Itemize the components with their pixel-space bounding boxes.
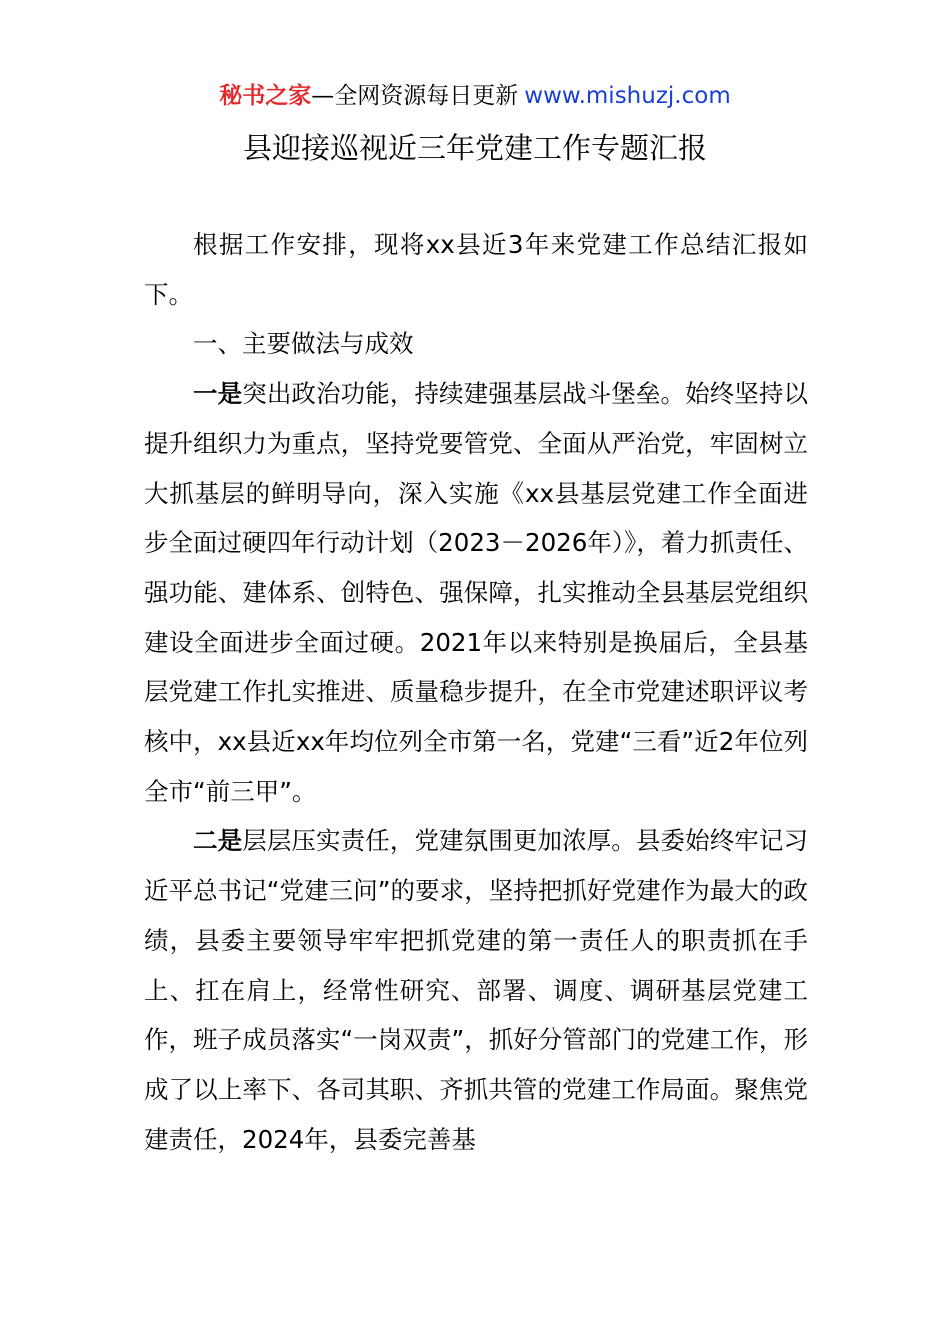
paragraph-one-text: 突出政治功能，持续建强基层战斗堡垒。始终坚持以提升组织力为重点，坚持党要管党、全面从严治党，牢固树立大抓基层的鲜明导向，深入实施《xx县基层党建工作全面进步全面过硬四年行动计划（2023－2026年）》，着力抓责任、强功能、建体系、创特色、强保障，扎实推动全县基层党组织建设全面进步全面过硬。2021年以来特别是换届后，全县基层党建工作扎实推进、质量稳步提升，在全市党建述职评议考核中，xx县近xx年均位列全市第一名，党建“三看”近2年位列全市“前三甲”。 <box>144 379 809 806</box>
paragraph-two-lead: 二是 <box>193 826 243 856</box>
site-header <box>0 80 950 112</box>
intro-paragraph: 根据工作安排，现将xx县近3年来党建工作总结汇报如下。 <box>144 230 808 309</box>
paragraph-one <box>144 369 808 816</box>
paragraph-one-lead: 一是 <box>193 379 243 409</box>
paragraph-two <box>144 816 808 1164</box>
header-tagline: —全网资源每日更新 <box>311 83 519 109</box>
brand-name: 秘书之家 <box>219 83 312 109</box>
paragraph-two-text: 层层压实责任，党建氛围更加浓厚。县委始终牢记习近平总书记“党建三问”的要求，坚持把抓好党建作为最大的政绩，县委主要领导牢牢把抓党建的第一责任人的职责抓在手上、扛在肩上，经常性研究、部署、调度、调研基层党建工作，班子成员落实“一岗双责”，抓好分管部门的党建工作，形成了以上率下、各司其职、齐抓共管的党建工作局面。聚焦党建责任，2024年，县委完善基 <box>144 826 809 1154</box>
section-heading: 一、主要做法与成效 <box>193 329 414 359</box>
document-body <box>144 220 808 1164</box>
document-title: 县迎接巡视近三年党建工作专题汇报 <box>242 131 707 165</box>
site-url-link[interactable]: www.mishuzj.com <box>524 83 731 109</box>
